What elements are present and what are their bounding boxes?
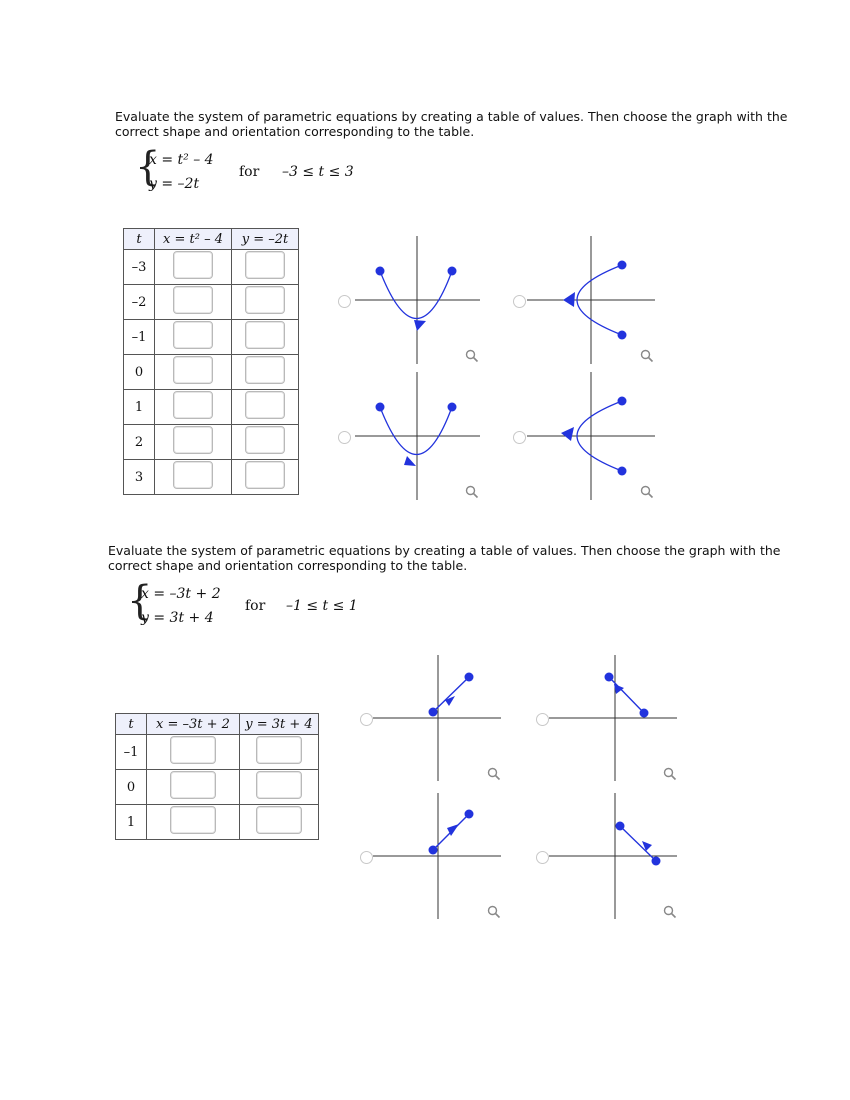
table-row xyxy=(124,355,299,390)
start-point xyxy=(618,261,627,270)
table-row xyxy=(124,390,299,425)
x-input[interactable] xyxy=(173,356,213,384)
direction-arrow xyxy=(561,427,574,441)
brace: { xyxy=(135,144,161,190)
prompt-line: correct shape and orientation corresponding to the table. xyxy=(115,124,475,139)
header-t: t xyxy=(116,714,147,735)
start-point xyxy=(429,846,438,855)
t-cell: –1 xyxy=(116,735,147,770)
option-d-graph[interactable] xyxy=(527,372,657,500)
t-range: –3 ≤ t ≤ 3 xyxy=(282,164,354,180)
table-row xyxy=(124,425,299,460)
x-input[interactable] xyxy=(173,251,213,279)
end-point xyxy=(618,467,627,476)
zoom-icon[interactable] xyxy=(465,485,479,499)
direction-arrow xyxy=(414,320,426,331)
t-range: –1 ≤ t ≤ 1 xyxy=(286,598,358,614)
option-d-radio[interactable] xyxy=(536,851,549,864)
option-a-graph[interactable] xyxy=(355,236,485,364)
start-point xyxy=(616,822,625,831)
option-b-graph[interactable] xyxy=(527,236,657,364)
y-input[interactable] xyxy=(256,736,302,764)
header-x: x = –3t + 2 xyxy=(147,714,240,735)
zoom-icon[interactable] xyxy=(640,485,654,499)
y-input[interactable] xyxy=(256,806,302,834)
table-header-row xyxy=(116,714,319,735)
t-cell: 2 xyxy=(124,425,155,460)
header-y: y = 3t + 4 xyxy=(240,714,319,735)
zoom-icon[interactable] xyxy=(487,767,501,781)
t-cell: –3 xyxy=(124,250,155,285)
x-input[interactable] xyxy=(173,391,213,419)
table-row xyxy=(124,285,299,320)
y-input[interactable] xyxy=(245,426,285,454)
option-a-radio[interactable] xyxy=(338,295,351,308)
value-table-1 xyxy=(123,228,299,495)
table-row xyxy=(124,460,299,495)
y-input[interactable] xyxy=(245,391,285,419)
end-point xyxy=(465,810,474,819)
header-t: t xyxy=(124,229,155,250)
table-header-row xyxy=(124,229,299,250)
end-point xyxy=(448,267,457,276)
direction-arrow xyxy=(563,292,575,307)
y-input[interactable] xyxy=(245,356,285,384)
y-input[interactable] xyxy=(245,321,285,349)
equation-x: x = t² – 4 xyxy=(149,152,214,168)
brace: { xyxy=(127,578,153,624)
zoom-icon[interactable] xyxy=(663,905,677,919)
end-point xyxy=(429,708,438,717)
option-a-radio[interactable] xyxy=(360,713,373,726)
table-row xyxy=(116,770,319,805)
header-x: x = t² – 4 xyxy=(155,229,232,250)
x-input[interactable] xyxy=(173,461,213,489)
option-a-graph[interactable] xyxy=(373,655,503,781)
y-input[interactable] xyxy=(245,461,285,489)
x-input[interactable] xyxy=(170,771,216,799)
option-b-radio[interactable] xyxy=(536,713,549,726)
curve xyxy=(380,271,452,319)
prompt-line: correct shape and orientation corresponding to the table. xyxy=(108,558,468,573)
value-table-2 xyxy=(115,713,319,840)
t-cell: –2 xyxy=(124,285,155,320)
prompt-line: Evaluate the system of parametric equations by creating a table of values. Then choose the graph with the xyxy=(115,109,788,124)
segment xyxy=(609,677,644,713)
y-input[interactable] xyxy=(245,251,285,279)
option-d-radio[interactable] xyxy=(513,431,526,444)
t-cell: 0 xyxy=(124,355,155,390)
start-point xyxy=(376,403,385,412)
end-point xyxy=(618,331,627,340)
zoom-icon[interactable] xyxy=(465,349,479,363)
start-point xyxy=(618,397,627,406)
zoom-icon[interactable] xyxy=(640,349,654,363)
x-input[interactable] xyxy=(173,286,213,314)
t-cell: 1 xyxy=(116,805,147,840)
start-point xyxy=(605,673,614,682)
direction-arrow xyxy=(445,696,455,706)
t-cell: 3 xyxy=(124,460,155,495)
option-c-graph[interactable] xyxy=(355,372,485,500)
x-input[interactable] xyxy=(170,736,216,764)
zoom-icon[interactable] xyxy=(663,767,677,781)
header-y: y = –2t xyxy=(232,229,299,250)
equation-y: y = 3t + 4 xyxy=(141,610,214,626)
y-input[interactable] xyxy=(256,771,302,799)
equation-x: x = –3t + 2 xyxy=(141,586,221,602)
problem-2-prompt xyxy=(108,543,780,573)
prompt-line: Evaluate the system of parametric equations by creating a table of values. Then choose the graph with the xyxy=(108,543,781,558)
table-row xyxy=(124,320,299,355)
option-c-radio[interactable] xyxy=(338,431,351,444)
option-c-radio[interactable] xyxy=(360,851,373,864)
curve xyxy=(380,407,452,455)
option-b-radio[interactable] xyxy=(513,295,526,308)
table-row xyxy=(116,735,319,770)
direction-arrow xyxy=(404,456,416,466)
end-point xyxy=(652,857,661,866)
x-input[interactable] xyxy=(170,806,216,834)
equation-y: y = –2t xyxy=(149,176,200,192)
table-row xyxy=(116,805,319,840)
x-input[interactable] xyxy=(173,426,213,454)
x-input[interactable] xyxy=(173,321,213,349)
t-cell: –1 xyxy=(124,320,155,355)
table-row xyxy=(124,250,299,285)
end-point xyxy=(640,709,649,718)
option-b-graph[interactable] xyxy=(549,655,679,781)
for-label: for xyxy=(239,164,260,180)
start-point xyxy=(376,267,385,276)
option-d-graph[interactable] xyxy=(549,793,679,919)
zoom-icon[interactable] xyxy=(487,905,501,919)
start-point xyxy=(465,673,474,682)
t-cell: 1 xyxy=(124,390,155,425)
t-cell: 0 xyxy=(116,770,147,805)
for-label: for xyxy=(245,598,266,614)
end-point xyxy=(448,403,457,412)
problem-1-prompt xyxy=(115,109,787,139)
option-c-graph[interactable] xyxy=(373,793,503,919)
y-input[interactable] xyxy=(245,286,285,314)
